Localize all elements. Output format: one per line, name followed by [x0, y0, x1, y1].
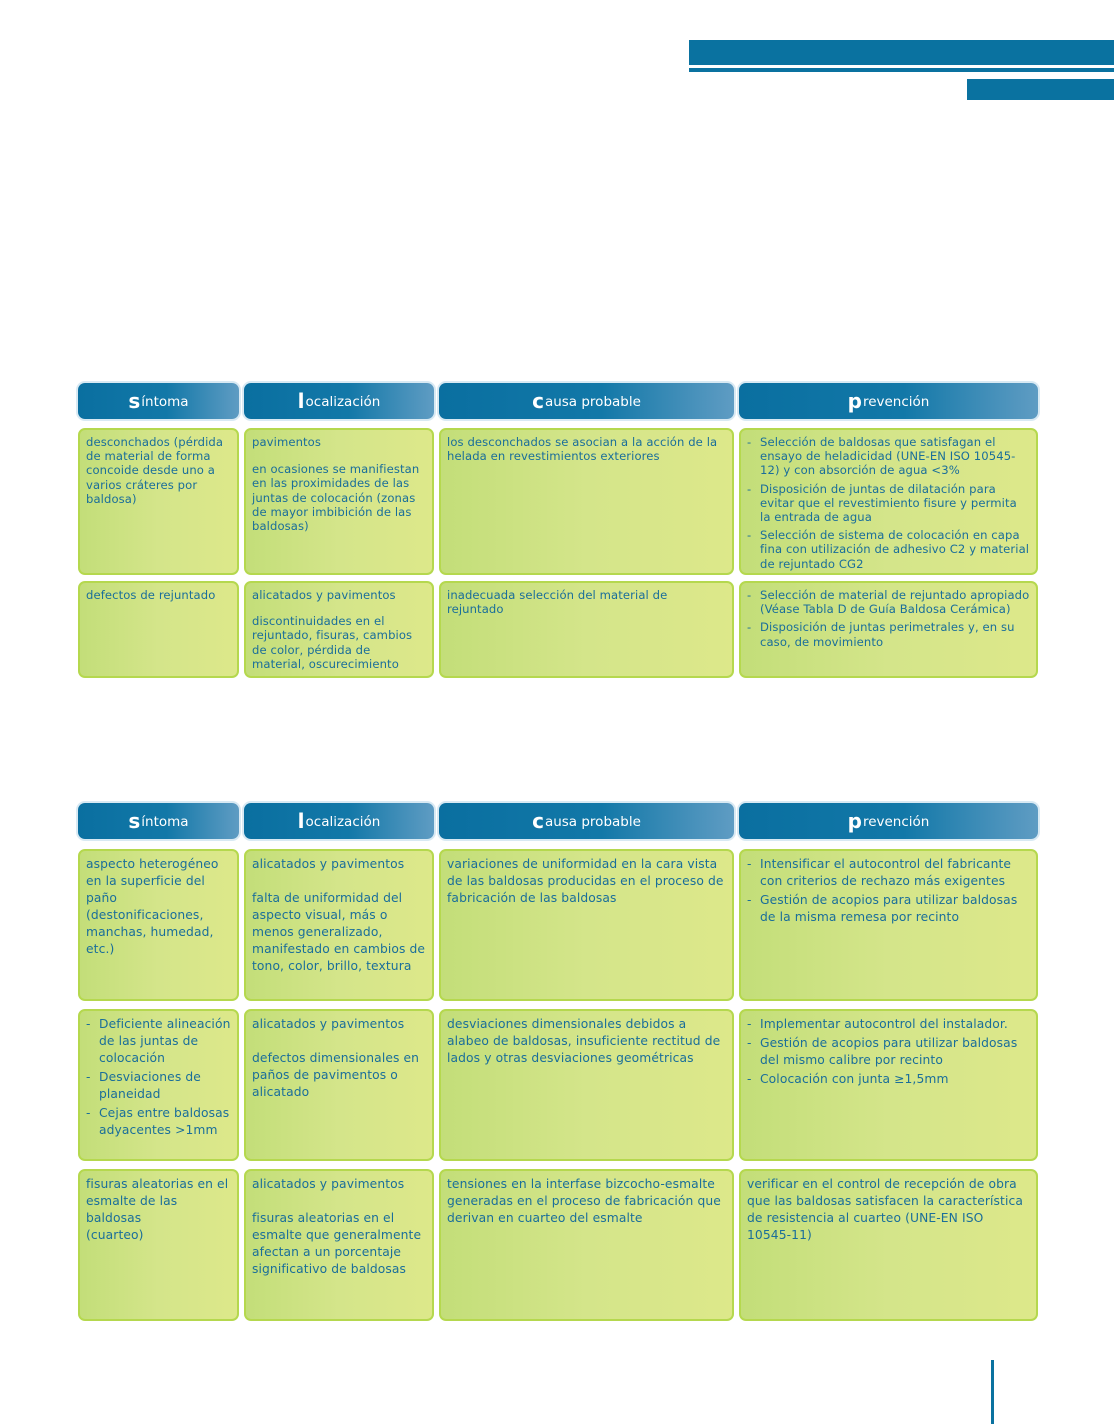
sintoma-text: aspecto heterogéneo en la superficie del paño (destonificaciones, manchas, humedad, etc.): [86, 857, 219, 956]
header-prevencion-rest: revención: [862, 814, 930, 830]
header-sintoma: síntoma: [78, 803, 239, 839]
localizacion-main: alicatados y pavimentos: [252, 857, 405, 871]
localizacion-main: alicatados y pavimentos: [252, 1177, 405, 1191]
prevencion-item: - Disposición de juntas perimetrales y, en su caso, de movimiento: [747, 620, 1030, 648]
cell-sintoma: [78, 428, 239, 575]
cell-localizacion: [244, 1009, 434, 1161]
cell-localizacion: [244, 849, 434, 1001]
prevencion-item: - Selección de material de rejuntado apropiado (Véase Tabla D de Guía Baldosa Cerámica): [747, 588, 1030, 616]
cell-sintoma: [78, 1169, 239, 1321]
cell-prevencion: [739, 849, 1038, 1001]
header-accent-tab: [967, 79, 1114, 100]
prevencion-item: - Gestión de acopios para utilizar baldosas del mismo calibre por recinto: [747, 1035, 1030, 1069]
prevencion-item: - Colocación con junta ≥1,5mm: [747, 1071, 1030, 1088]
cell-causa: [439, 1009, 734, 1161]
prevencion-item: - Disposición de juntas de dilatación para evitar que el revestimiento fisure y permita la entrada de agua: [747, 482, 1030, 525]
prevencion-item: - Selección de baldosas que satisfagan el ensayo de heladicidad (UNE-EN ISO 10545-12) y con absorción de agua <3%: [747, 435, 1030, 478]
header-localizacion-rest: ocalización: [305, 394, 381, 410]
sintoma-item: - Cejas entre baldosas adyacentes >1mm: [86, 1105, 231, 1139]
causa-text: desviaciones dimensionales debidos a alabeo de baldosas, insuficiente rectitud de lados y otras desviaciones geométricas: [447, 1017, 721, 1065]
prevencion-item: - Gestión de acopios para utilizar baldosas de la misma remesa por recinto: [747, 892, 1030, 926]
localizacion-detail: fisuras aleatorias en el esmalte que generalmente afectan a un porcentaje significativo de baldosas: [252, 1211, 422, 1276]
header-causa: causa probable: [439, 803, 734, 839]
causa-text: variaciones de uniformidad en la cara vista de las baldosas producidas en el proceso de fabricación de las baldosas: [447, 857, 724, 905]
prevencion-item: - Intensificar el autocontrol del fabricante con criterios de rechazo más exigentes: [747, 856, 1030, 890]
header-prevencion: prevención: [739, 383, 1038, 419]
cell-prevencion: [739, 428, 1038, 575]
header-causa: causa probable: [439, 383, 734, 419]
sintoma-list: [86, 1016, 231, 1139]
prevencion-text: verificar en el control de recepción de obra que las baldosas satisfacen la característica de resistencia al cuarteo (UNE-EN ISO 10545-11): [747, 1177, 1023, 1242]
header-sintoma-rest: íntoma: [141, 394, 189, 410]
sintoma-item: - Deficiente alineación de las juntas de colocación: [86, 1016, 231, 1067]
prevencion-list: [747, 588, 1030, 649]
cell-causa: [439, 581, 734, 678]
header-causa-rest: ausa probable: [544, 394, 641, 410]
sintoma-item: - Desviaciones de planeidad: [86, 1069, 231, 1103]
causa-text: inadecuada selección del material de rejuntado: [447, 588, 668, 617]
header-sintoma: síntoma: [78, 383, 239, 419]
prevencion-list: [747, 435, 1030, 571]
header-localizacion-rest: ocalización: [305, 814, 381, 830]
localizacion-main: pavimentos: [252, 435, 321, 449]
localizacion-detail: discontinuidades en el rejuntado, fisuras, cambios de color, pérdida de material, oscurecimiento: [252, 614, 413, 671]
header-accent-bar: [689, 40, 1114, 65]
cell-causa: [439, 428, 734, 575]
cell-causa: [439, 849, 734, 1001]
prevencion-list: [747, 856, 1030, 926]
page-footer-rule: [991, 1360, 994, 1424]
localizacion-main: alicatados y pavimentos: [252, 1017, 405, 1031]
header-causa-rest: ausa probable: [544, 814, 641, 830]
cell-prevencion: [739, 1169, 1038, 1321]
header-prevencion-rest: revención: [862, 394, 930, 410]
prevencion-item: - Implementar autocontrol del instalador.: [747, 1016, 1030, 1033]
header-prevencion: prevención: [739, 803, 1038, 839]
header-accent-line: [689, 68, 1114, 72]
cell-sintoma: [78, 1009, 239, 1161]
cell-localizacion: [244, 1169, 434, 1321]
localizacion-detail: defectos dimensionales en paños de pavimentos o alicatado: [252, 1051, 420, 1099]
sintoma-text: desconchados (pérdida de material de forma concoide desde uno a varios cráteres por baldosa): [86, 435, 224, 506]
sintoma-text: defectos de rejuntado: [86, 588, 216, 602]
cell-localizacion: [244, 428, 434, 575]
header-localizacion: localización: [244, 803, 434, 839]
prevencion-list: [747, 1016, 1030, 1088]
cell-prevencion: [739, 581, 1038, 678]
cell-sintoma: [78, 849, 239, 1001]
localizacion-detail: falta de uniformidad del aspecto visual, más o menos generalizado, manifestado en cambios de tono, color, brillo, textura: [252, 891, 426, 973]
localizacion-main: alicatados y pavimentos: [252, 588, 396, 602]
cell-prevencion: [739, 1009, 1038, 1161]
cell-causa: [439, 1169, 734, 1321]
causa-text: tensiones en la interfase bizcocho-esmalte generadas en el proceso de fabricación que derivan en cuarteo del esmalte: [447, 1177, 721, 1225]
header-localizacion: localización: [244, 383, 434, 419]
cell-localizacion: [244, 581, 434, 678]
prevencion-item: - Selección de sistema de colocación en capa fina con utilización de adhesivo C2 y material de rejuntado CG2: [747, 528, 1030, 571]
sintoma-text: fisuras aleatorias en el esmalte de las baldosas (cuarteo): [86, 1177, 229, 1242]
causa-text: los desconchados se asocian a la acción de la helada en revestimientos exteriores: [447, 435, 718, 464]
localizacion-detail: en ocasiones se manifiestan en las proximidades de las juntas de colocación (zonas de mayor imbibición de las baldosas): [252, 462, 420, 534]
header-sintoma-rest: íntoma: [141, 814, 189, 830]
cell-sintoma: [78, 581, 239, 678]
